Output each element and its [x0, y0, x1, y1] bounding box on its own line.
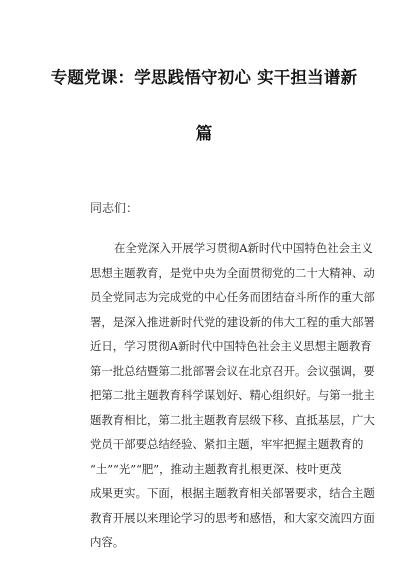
- document-title-continuation: 篇: [195, 124, 213, 143]
- paragraph-line: 把第二批主题教育科学谋划好、精心组织好。与第一批主: [90, 388, 375, 402]
- paragraph-line: 题教育相比，第二批主题教育层级下移、直抵基层，广大: [90, 412, 375, 427]
- paragraph-line: 署，是深入推进新时代党的建设新的伟大工程的重大部署: [90, 314, 375, 329]
- paragraph-line: 教育开展以来理论学习的思考和感悟，和大家交流四方面: [90, 510, 375, 525]
- body-paragraph: [90, 236, 375, 555]
- paragraph-line: 第一批总结暨第二批部署会议在北京召开。会议强调，要: [90, 363, 375, 378]
- document-title: 专题党课：学思践悟守初心 实干担当谱新: [50, 68, 358, 87]
- paragraph-line: “土”“光”“肥”，推动主题教育扎根更深、枝叶更茂: [90, 461, 342, 476]
- paragraph-line: 党员干部要总结经验、紧扣主题，牢牢把握主题教育的: [90, 437, 364, 451]
- paragraph-line: 在全党深入开展学习贯彻A新时代中国特色社会主义: [114, 241, 373, 255]
- paragraph-line: 近日，学习贯彻A新时代中国特色社会主义思想主题教育: [90, 339, 372, 353]
- salutation: 同志们：: [90, 201, 139, 215]
- paragraph-line: 思想主题教育，是党中央为全面贯彻党的二十大精神、动: [90, 265, 375, 280]
- paragraph-line: 成果更实。下面，根据主题教育相关部署要求，结合主题: [90, 486, 375, 500]
- paragraph-line: 内容。: [90, 535, 125, 549]
- paragraph-line: 员全党同志为完成党的中心任务而团结奋斗所作的重大部: [90, 290, 375, 304]
